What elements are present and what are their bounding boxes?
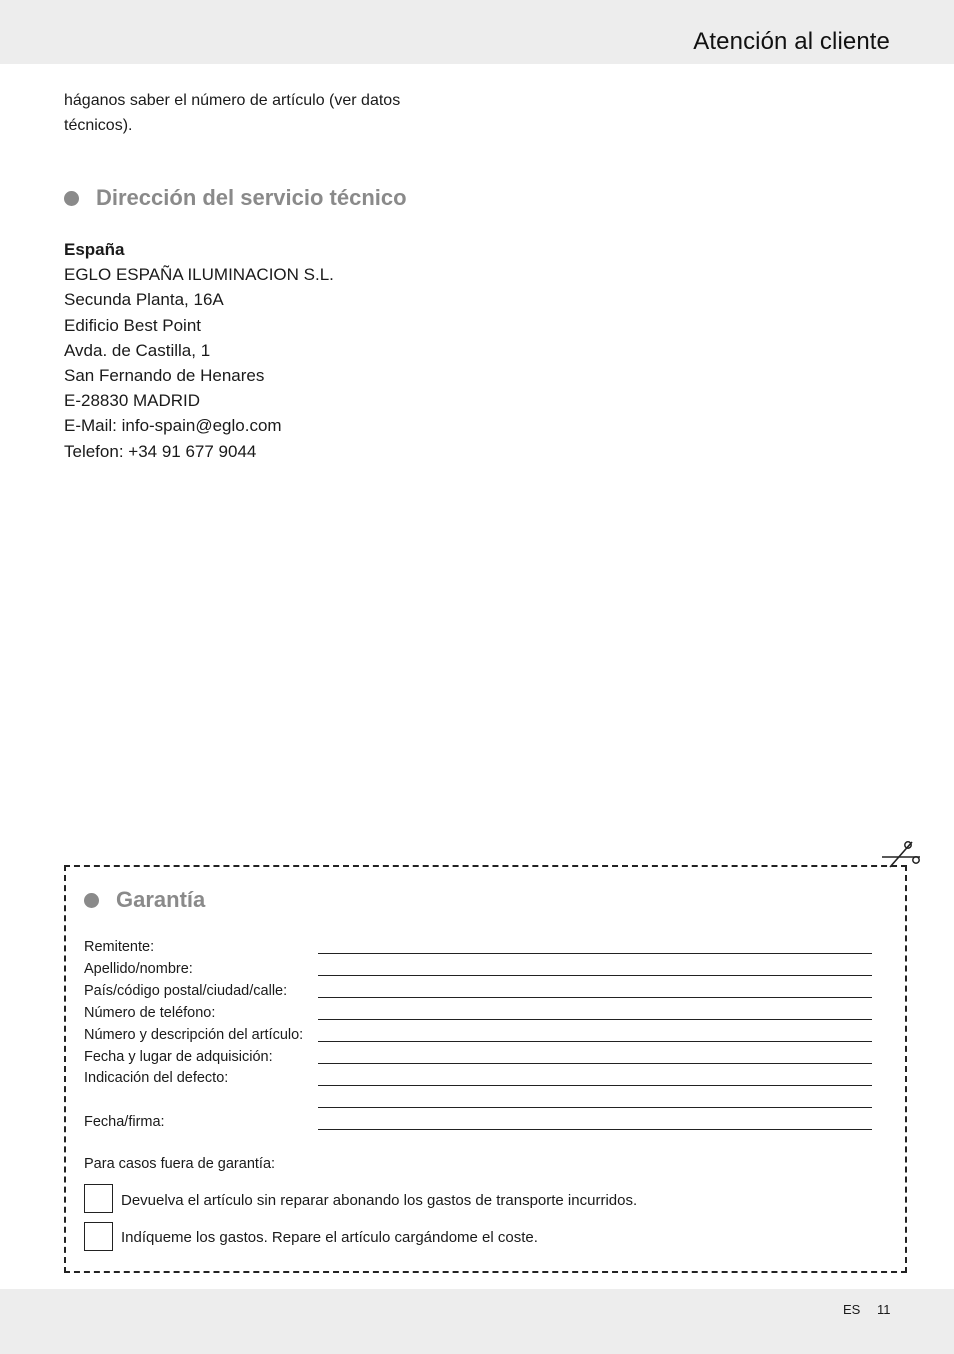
- field-label-sender: Remitente:: [84, 939, 155, 955]
- field-label-signature: Fecha/firma:: [84, 1114, 165, 1130]
- address-country: España: [64, 240, 125, 259]
- page-number: 11: [877, 1302, 891, 1317]
- field-line-purchase[interactable]: [318, 1063, 872, 1064]
- field-label-purchase: Fecha y lugar de adquisición:: [84, 1049, 273, 1065]
- checkbox-return-unrepaired[interactable]: [84, 1184, 113, 1213]
- out-of-warranty-label: Para casos fuera de garantía:: [84, 1156, 276, 1172]
- field-label-address: País/código postal/ciudad/calle:: [84, 983, 288, 999]
- page-title: Atención al cliente: [693, 28, 890, 55]
- bullet-icon: [84, 893, 99, 908]
- field-line-signature[interactable]: [318, 1129, 872, 1130]
- warranty-heading: [84, 887, 205, 913]
- address-line: E-28830 MADRID: [64, 391, 201, 411]
- service-heading-text: Dirección del servicio técnico: [96, 185, 407, 210]
- field-label-article: Número y descripción del artículo:: [84, 1027, 304, 1043]
- field-label-phone: Número de teléfono:: [84, 1005, 216, 1021]
- address-line: Avda. de Castilla, 1: [64, 340, 211, 360]
- checkbox-label-return-unrepaired: Devuelva el artículo sin reparar abonando los gastos de transporte incurridos.: [121, 1192, 638, 1209]
- address-line: Secunda Planta, 16A: [64, 290, 224, 310]
- address-line: E-Mail: info-spain@eglo.com: [64, 416, 282, 436]
- field-line-address[interactable]: [318, 997, 872, 998]
- field-line-article[interactable]: [318, 1041, 872, 1042]
- intro-text: háganos saber el número de artículo (ver datos técnicos).: [64, 92, 401, 134]
- bullet-icon: [64, 191, 79, 206]
- field-line-phone[interactable]: [318, 1019, 872, 1020]
- service-address: [64, 237, 334, 464]
- address-line: EGLO ESPAÑA ILUMINACION S.L.: [64, 265, 334, 285]
- footer-language: ES: [843, 1302, 861, 1317]
- field-label-name: Apellido/nombre:: [84, 961, 193, 977]
- checkbox-label-repair-with-cost: Indíqueme los gastos. Repare el artículo cargándome el coste.: [121, 1229, 538, 1246]
- field-line-defect[interactable]: [318, 1085, 872, 1086]
- field-line-sender[interactable]: [318, 953, 872, 954]
- field-label-defect: Indicación del defecto:: [84, 1070, 229, 1086]
- address-line: Edificio Best Point: [64, 315, 202, 335]
- field-line-name[interactable]: [318, 975, 872, 976]
- address-line: Telefon: +34 91 677 9044: [64, 441, 257, 461]
- warranty-heading-text: Garantía: [116, 887, 206, 912]
- field-line-defect-2[interactable]: [318, 1107, 872, 1108]
- service-heading: [64, 185, 407, 211]
- footer-bar: [0, 1289, 954, 1354]
- address-line: San Fernando de Henares: [64, 366, 265, 386]
- checkbox-repair-with-cost[interactable]: [84, 1222, 113, 1251]
- scissors-icon: [880, 838, 922, 868]
